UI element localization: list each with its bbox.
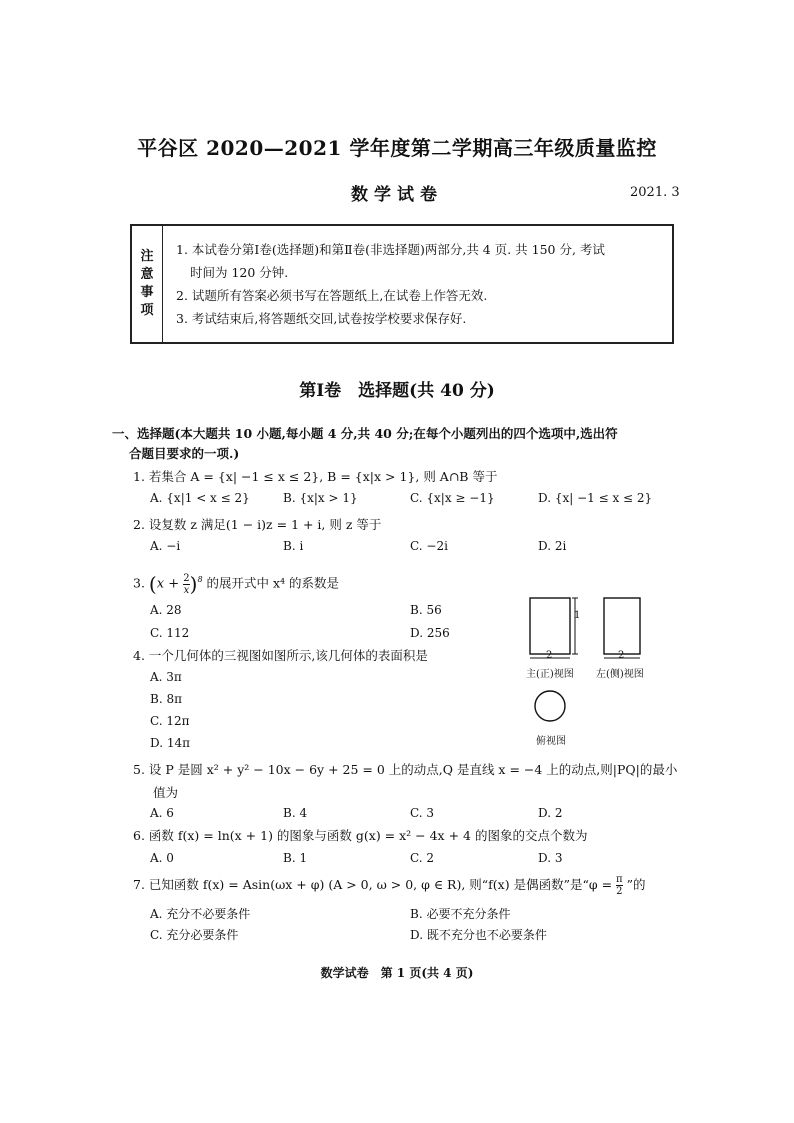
notice-item-1: 1. 本试卷分第Ⅰ卷(选择题)和第Ⅱ卷(非选择题)两部分,共 4 页. 共 150 分, 考试 (176, 242, 605, 257)
q5-option-a: A. 6 (150, 806, 174, 820)
q3-option-d: D. 256 (410, 626, 450, 640)
q1-option-d: D. {x| −1 ≤ x ≤ 2} (538, 491, 653, 505)
q6-option-a: A. 0 (150, 851, 174, 865)
q1-option-a: A. {x|1 < x ≤ 2} (150, 491, 250, 505)
pi-over-2-fraction: $\frac{\pi}{2}$ (616, 874, 623, 897)
q2-option-b: B. i (283, 539, 304, 553)
q4-option-d: D. 14π (150, 736, 190, 750)
question-2: 2. 设复数 z 满足(1 − i)z = 1 + i, 则 z 等于 (133, 517, 382, 532)
side-view-drawing (604, 598, 640, 658)
height-dimension-label: 1 (574, 610, 581, 621)
question-5: 5. 设 P 是圆 x² + y² − 10x − 6y + 25 = 0 上的动点,Q 是直线 x = −4 上的动点,则|PQ|的最小 (133, 762, 678, 777)
side-view-label: 左(侧)视图 (596, 669, 644, 680)
q6-option-b: B. 1 (283, 851, 308, 865)
q5-option-b: B. 4 (283, 806, 308, 820)
q7-option-a: A. 充分不必要条件 (150, 907, 251, 921)
q5-option-d: D. 2 (538, 806, 563, 820)
q7-option-b: B. 必要不充分条件 (410, 907, 511, 921)
page-footer: 数学试卷 第 1 页(共 4 页) (320, 966, 474, 980)
notice-item-3: 3. 考试结束后,将答题纸交回,试卷按学校要求保存好. (176, 311, 467, 326)
q7-option-d: D. 既不充分也不必要条件 (410, 928, 547, 942)
notice-body (176, 238, 605, 330)
binomial-expression: (x + $\frac{2}{x}$ )$^8$ (148, 572, 203, 596)
exam-subtitle: 数学试卷 (351, 185, 443, 205)
front-view-label: 主(正)视图 (526, 669, 574, 680)
side-width-label: 2 (618, 650, 625, 661)
section-title: 第Ⅰ卷 选择题(共 40 分) (299, 381, 495, 401)
q3-option-c: C. 112 (150, 626, 190, 640)
top-view-circle (535, 691, 565, 721)
q3-option-b: B. 56 (410, 603, 442, 617)
question-6: 6. 函数 f(x) = ln(x + 1) 的图象与函数 g(x) = x² − 4x + 4 的图象的交点个数为 (133, 828, 588, 843)
q7-option-c: C. 充分必要条件 (150, 928, 239, 942)
question-7: 7. 已知函数 f(x) = Asin(ωx + φ) (A > 0, ω > 0, φ ∈ R), 则“f(x) 是偶函数”是“φ = $\frac{\pi}{2}$ ”的 (133, 874, 646, 897)
front-width-label: 2 (546, 650, 553, 661)
q4-option-a: A. 3π (150, 670, 182, 684)
section-instructions: 一、选择题(本大题共 10 小题,每小题 4 分,共 40 分;在每个小题列出的四个选项中,选出符 (112, 426, 618, 441)
question-1: 1. 若集合 A = {x| −1 ≤ x ≤ 2}, B = {x|x > 1}, 则 A∩B 等于 (133, 469, 498, 484)
notice-label: 注 意 事 项 (132, 226, 163, 342)
q6-option-d: D. 3 (538, 851, 563, 865)
q4-option-b: B. 8π (150, 692, 182, 706)
question-4: 4. 一个几何体的三视图如图所示,该几何体的表面积是 (133, 648, 428, 663)
notice-item-2: 2. 试题所有答案必须书写在答题纸上,在试卷上作答无效. (176, 288, 488, 303)
q3-option-a: A. 28 (150, 603, 182, 617)
q2-option-a: A. −i (150, 539, 181, 553)
q6-option-c: C. 2 (410, 851, 435, 865)
section-instructions-cont: 合题目要求的一项.) (129, 446, 240, 461)
q1-option-b: B. {x|x > 1} (283, 491, 358, 505)
q2-option-c: C. −2i (410, 539, 448, 553)
q2-option-d: D. 2i (538, 539, 567, 553)
top-view-label: 俯视图 (536, 736, 566, 747)
question-5-cont: 值为 (153, 785, 179, 800)
q5-option-c: C. 3 (410, 806, 435, 820)
q4-option-c: C. 12π (150, 714, 190, 728)
notice-box (130, 224, 674, 344)
exam-date: 2021. 3 (630, 185, 680, 200)
q1-option-c: C. {x|x ≥ −1} (410, 491, 495, 505)
question-3: 3. (x + $\frac{2}{x}$ )$^8$ 的展开式中 x⁴ 的系数是 (133, 572, 340, 596)
front-view-drawing (530, 598, 581, 658)
exam-title: 平谷区 2020—2021 学年度第二学期高三年级质量监控 (137, 136, 657, 160)
notice-item-1-cont: 时间为 120 分钟. (190, 265, 289, 280)
